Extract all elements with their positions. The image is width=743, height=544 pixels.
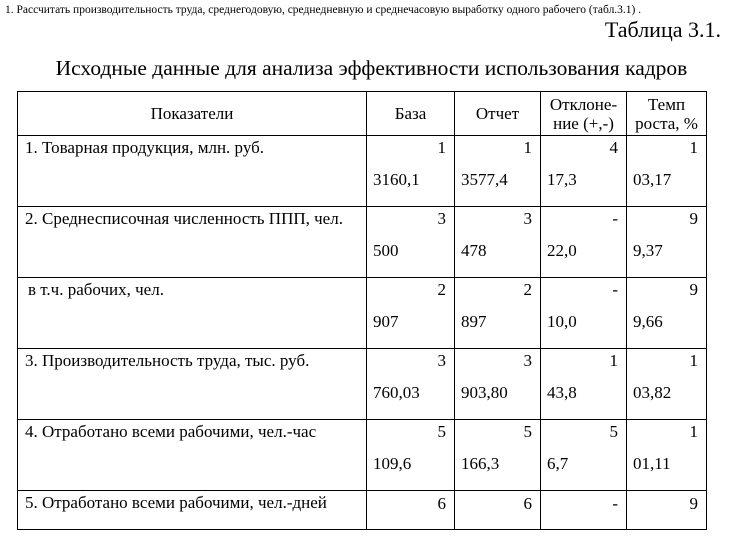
cell-value-bottom: 9,37 — [633, 241, 663, 260]
column-header-report: Отчет — [455, 92, 541, 136]
cell-value-bottom: 109,6 — [373, 454, 412, 473]
cell-base — [367, 207, 455, 278]
cell-value-top: 9 — [689, 494, 698, 513]
cell-value-bottom: 10,0 — [547, 312, 577, 331]
cell-growth-rate — [627, 349, 707, 420]
cell-value-bottom: 907 — [373, 312, 399, 331]
cell-value-top: 6 — [523, 494, 532, 513]
cell-value-top: 5 — [609, 422, 618, 441]
cell-value-top: 6 — [437, 494, 446, 513]
cell-growth-rate — [627, 420, 707, 491]
row-name: 2. Среднесписочная численность ППП, чел. — [18, 207, 367, 278]
column-header-deviation — [541, 92, 627, 136]
cell-report — [455, 349, 541, 420]
cell-value-top: 1 — [437, 138, 446, 157]
cell-value-top: 1 — [689, 422, 698, 441]
cell-growth-rate — [627, 278, 707, 349]
cell-value-bottom: 6,7 — [547, 454, 569, 473]
row-name: 5. Отработано всеми рабочими, чел.-дней — [18, 491, 367, 530]
cell-value-bottom: 166,3 — [461, 454, 500, 473]
cell-base — [367, 349, 455, 420]
row-name: в т.ч. рабочих, чел. — [18, 278, 367, 349]
cell-base — [367, 420, 455, 491]
cell-report — [455, 207, 541, 278]
cell-report — [455, 278, 541, 349]
cell-value-top: 9 — [689, 280, 698, 299]
cell-value-bottom: 43,8 — [547, 383, 577, 402]
cell-value-top: 9 — [689, 209, 698, 228]
cell-deviation — [541, 278, 627, 349]
cell-report — [455, 420, 541, 491]
table-row — [18, 207, 707, 278]
task-text: 1. Рассчитать производительность труда, среднегодовую, среднедневную и среднечасовую выработку одного рабочего (табл.3.1) . — [5, 4, 642, 16]
cell-base — [367, 491, 455, 530]
cell-value-bottom: 9,66 — [633, 312, 663, 331]
cell-value-top: - — [612, 209, 618, 228]
cell-value-bottom: 01,11 — [633, 454, 671, 473]
cell-base — [367, 136, 455, 207]
cell-value-top: 3 — [437, 209, 446, 228]
cell-deviation — [541, 420, 627, 491]
row-name: 3. Производительность труда, тыс. руб. — [18, 349, 367, 420]
cell-growth-rate — [627, 207, 707, 278]
table-row — [18, 349, 707, 420]
data-table — [17, 91, 707, 530]
cell-value-top: 3 — [523, 209, 532, 228]
cell-value-top: - — [612, 494, 618, 513]
table-row — [18, 420, 707, 491]
cell-value-bottom: 22,0 — [547, 241, 577, 260]
cell-value-bottom: 478 — [461, 241, 487, 260]
cell-value-top: 3 — [437, 351, 446, 370]
table-row — [18, 136, 707, 207]
cell-value-top: 1 — [689, 351, 698, 370]
cell-growth-rate — [627, 491, 707, 530]
cell-report — [455, 491, 541, 530]
row-name: 4. Отработано всеми рабочими, чел.-час — [18, 420, 367, 491]
row-name: 1. Товарная продукция, млн. руб. — [18, 136, 367, 207]
cell-value-bottom: 897 — [461, 312, 487, 331]
table-number: Таблица 3.1. — [604, 17, 721, 42]
cell-value-top: 5 — [437, 422, 446, 441]
column-header-indicators: Показатели — [18, 92, 367, 136]
cell-value-top: 1 — [689, 138, 698, 157]
cell-value-bottom: 3577,4 — [461, 170, 508, 189]
cell-deviation — [541, 207, 627, 278]
cell-report — [455, 136, 541, 207]
cell-value-bottom: 17,3 — [547, 170, 577, 189]
cell-value-top: 1 — [523, 138, 532, 157]
table-title: Исходные данные для анализа эффективности использования кадров — [55, 56, 688, 80]
cell-value-top: 2 — [523, 280, 532, 299]
cell-value-top: 3 — [523, 351, 532, 370]
column-header-growth-rate-label: Темп роста, % — [635, 94, 698, 133]
cell-value-bottom: 03,17 — [633, 170, 672, 189]
table-row — [18, 491, 707, 530]
cell-value-bottom: 760,03 — [373, 383, 420, 402]
cell-value-bottom: 500 — [373, 241, 399, 260]
column-header-growth-rate — [627, 92, 707, 136]
table-header-row — [18, 92, 707, 136]
cell-value-top: - — [612, 280, 618, 299]
cell-value-bottom: 03,82 — [633, 383, 672, 402]
cell-base — [367, 278, 455, 349]
cell-deviation — [541, 136, 627, 207]
table-row — [18, 278, 707, 349]
cell-growth-rate — [627, 136, 707, 207]
cell-value-top: 4 — [609, 138, 618, 157]
column-header-base: База — [367, 92, 455, 136]
cell-value-bottom: 903,80 — [461, 383, 508, 402]
column-header-deviation-label: Отклоне- ние (+,-) — [549, 94, 618, 133]
cell-value-top: 2 — [437, 280, 446, 299]
cell-deviation — [541, 349, 627, 420]
cell-value-bottom: 3160,1 — [373, 170, 420, 189]
cell-value-top: 5 — [523, 422, 532, 441]
cell-deviation — [541, 491, 627, 530]
cell-value-top: 1 — [609, 351, 618, 370]
